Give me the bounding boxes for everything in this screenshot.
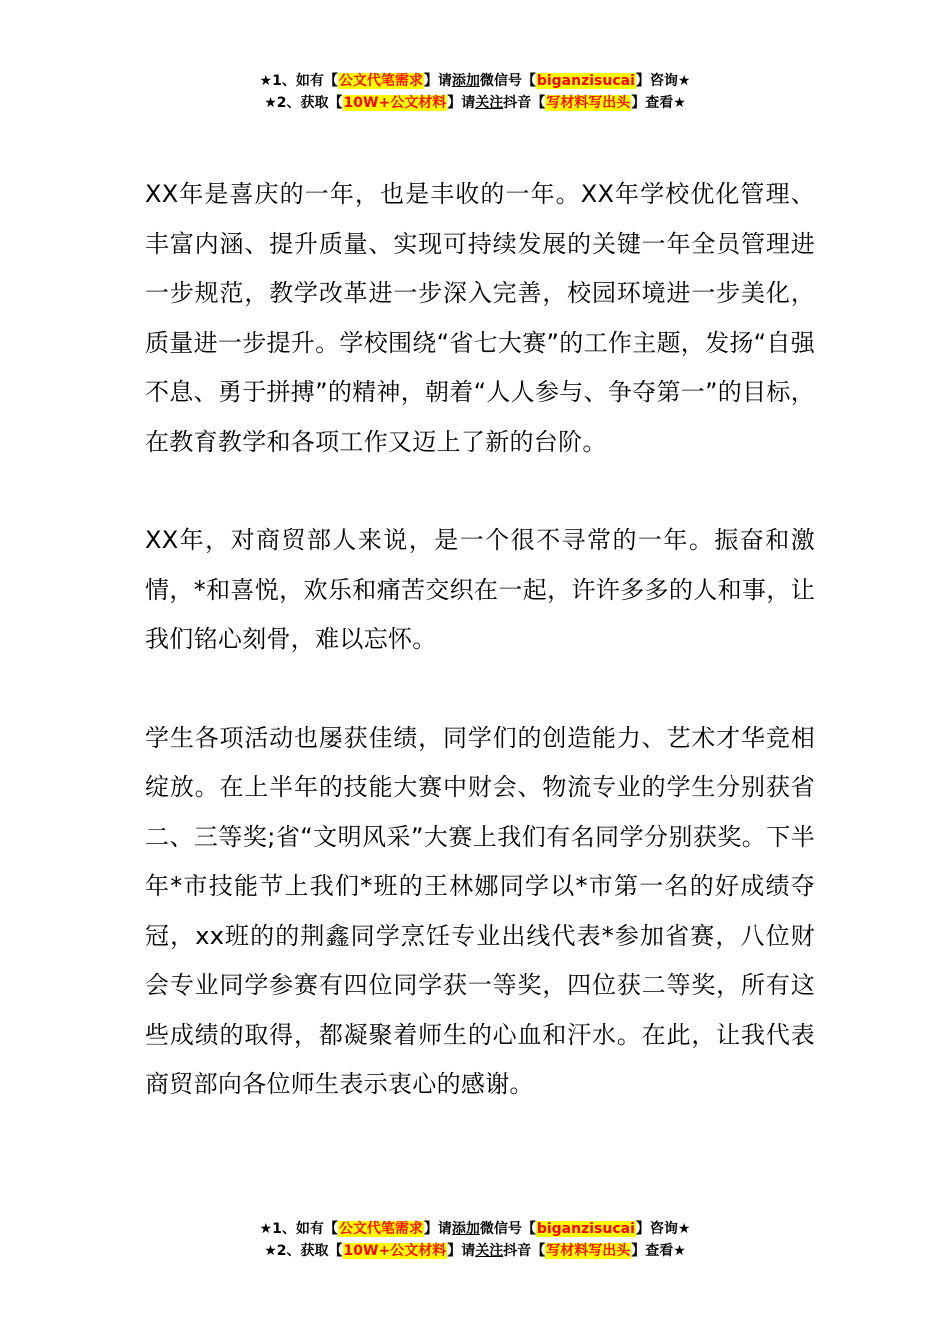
banner-text: 抖音【 [503,95,546,111]
banner-text: 】查看 [631,95,674,111]
highlight-wechat-id: biganzisucai [536,73,635,89]
highlight-service: 公文代笔需求 [338,73,423,89]
banner-text: 】请 [447,1243,476,1259]
banner-text: 】请 [447,95,476,111]
star-icon: ★ [259,1221,273,1237]
banner-line-1 [0,70,950,92]
star-icon: ★ [259,73,273,89]
banner-line-2 [0,1240,950,1262]
highlight-wechat-id: biganzisucai [536,1221,635,1237]
paragraph-1: XX年是喜庆的一年，也是丰收的一年。XX年学校优化管理、丰富内涵、提升质量、实现可持续发展的关键一年全员管理进一步规范，教学改革进一步深入完善，校园环境进一步美化，质量进一步提升。学校围绕“省七大赛”的工作主题，发扬“自强不息、勇于拼搏”的精神，朝着“人人参与、争夺第一”的目标，在教育教学和各项工作又迈上了新的台阶。 [145,180,815,456]
star-icon: ★ [673,95,686,111]
banner-text: 】查看 [631,1243,674,1259]
banner-emphasis: 添加 [451,1221,480,1237]
document-body [145,170,815,1110]
header-banner [0,70,950,114]
banner-text: 】咨询 [635,1221,678,1237]
paragraph-3: 学生各项活动也屡获佳绩，同学们的创造能力、艺术才华竞相绽放。在上半年的技能大赛中财会、物流专业的学生分别获省二、三等奖;省“文明风采”大赛上我们有名同学分别获奖。下半年*市技能节上我们*班的王林娜同学以*市第一名的好成绩夺冠，xx班的的荆鑫同学烹饪专业出线代表*参加省赛，八位财会专业同学参赛有四位同学获一等奖，四位获二等奖，所有这些成绩的取得，都凝聚着师生的心血和汗水。在此，让我代表商贸部向各位师生表示衷心的感谢。 [145,723,815,1098]
star-icon: ★ [673,1243,686,1259]
highlight-materials: 10W+公文材料 [343,1243,447,1259]
highlight-service: 公文代笔需求 [338,1221,423,1237]
banner-line-1 [0,1218,950,1240]
footer-banner [0,1218,950,1262]
banner-text: 2、获取【 [276,1243,343,1259]
banner-emphasis: 关注 [475,95,504,111]
star-icon: ★ [264,1243,277,1259]
banner-line-2 [0,92,950,114]
star-icon: ★ [677,73,691,89]
star-icon: ★ [264,95,277,111]
star-icon: ★ [677,1221,691,1237]
highlight-douyin-account: 写材料写出头 [546,95,631,111]
banner-text: 】咨询 [635,73,678,89]
highlight-materials: 10W+公文材料 [343,95,447,111]
banner-text: 1、如有【 [272,73,338,89]
banner-text: 2、获取【 [276,95,343,111]
banner-emphasis: 添加 [451,73,480,89]
banner-text: 】请 [423,1221,452,1237]
banner-text: 微信号【 [479,1221,536,1237]
banner-text: 】请 [423,73,452,89]
banner-text: 抖音【 [503,1243,546,1259]
banner-text: 微信号【 [479,73,536,89]
highlight-douyin-account: 写材料写出头 [546,1243,631,1259]
paragraph-2: XX年，对商贸部人来说，是一个很不寻常的一年。振奋和激情，*和喜悦，欢乐和痛苦交织在一起，许许多多的人和事，让我们铭心刻骨，难以忘怀。 [145,526,815,653]
banner-text: 1、如有【 [272,1221,338,1237]
banner-emphasis: 关注 [475,1243,504,1259]
